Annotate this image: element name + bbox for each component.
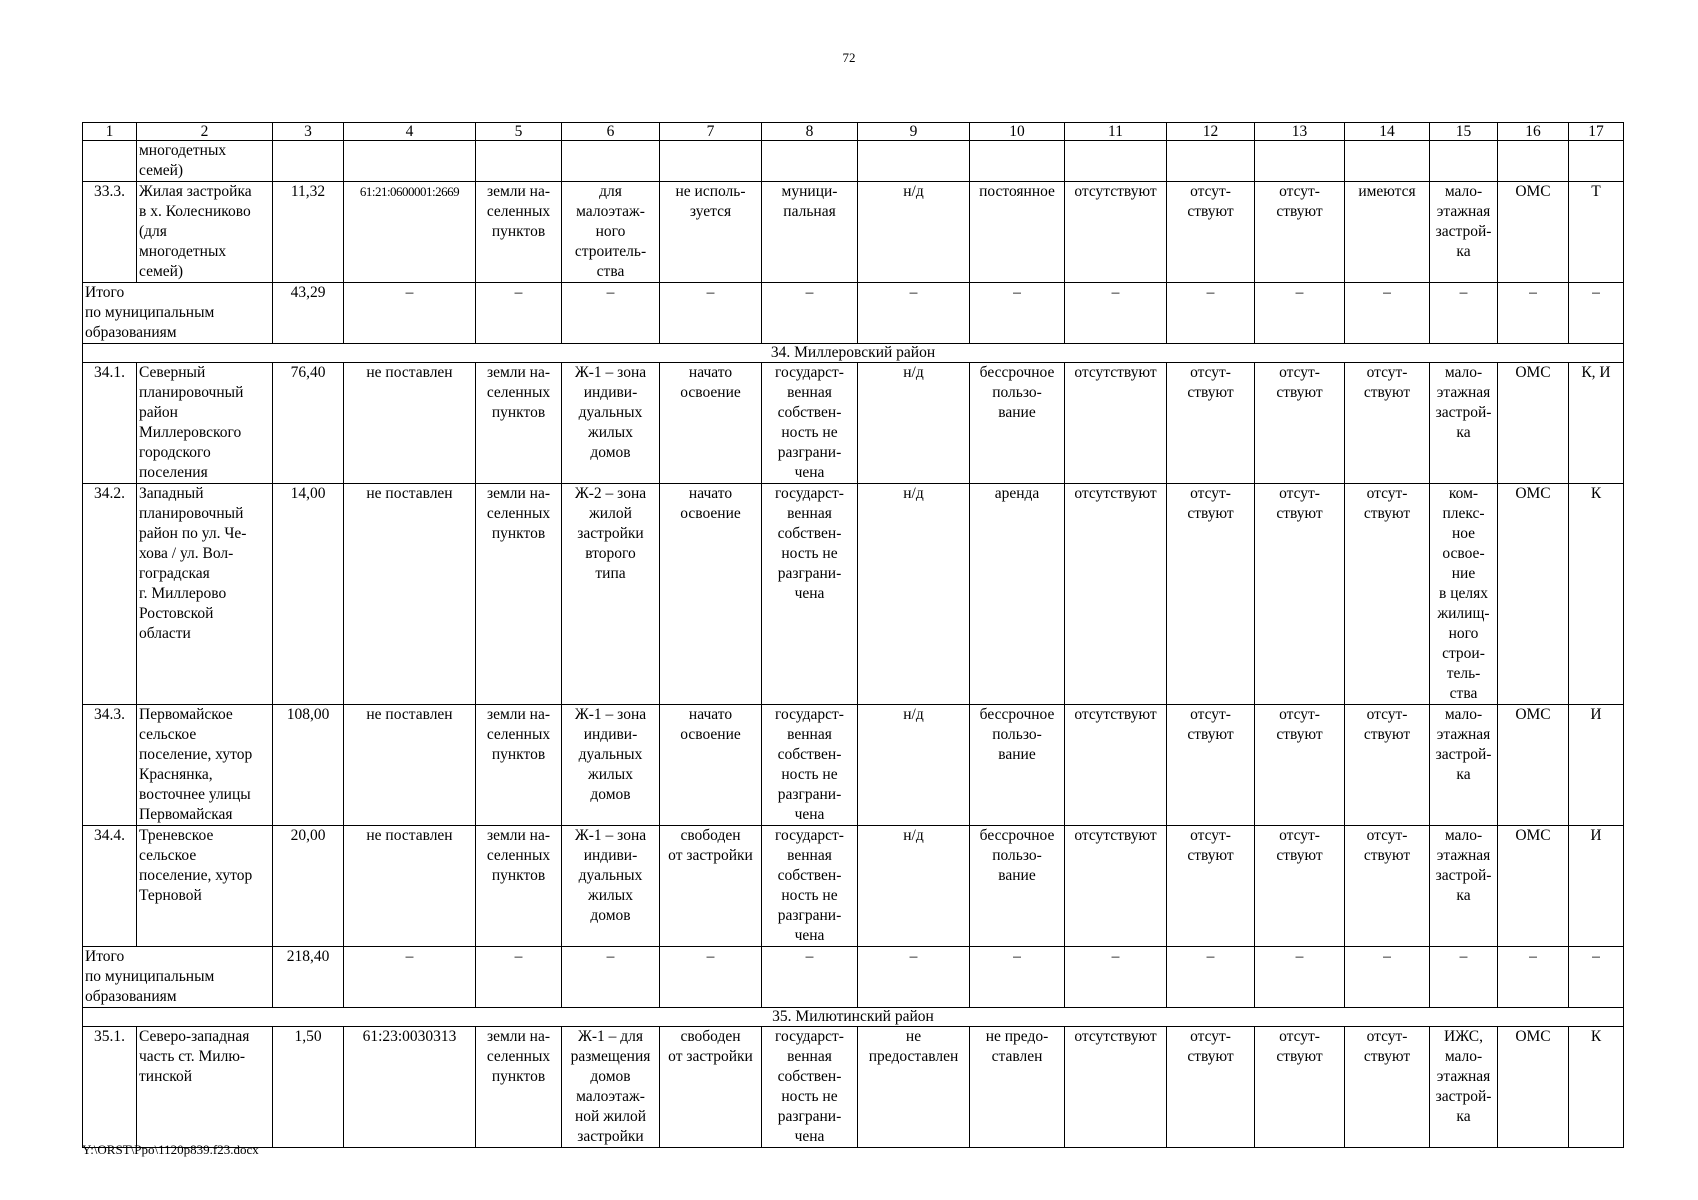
encumbrances: отсутствуют <box>1065 705 1167 826</box>
total-area: 218,40 <box>273 947 344 1008</box>
col-14: отсут- ствуют <box>1345 484 1430 705</box>
land-category: земли на- селенных пунктов <box>476 484 562 705</box>
page-number: 72 <box>842 50 856 65</box>
area: 20,00 <box>273 826 344 947</box>
authority: ОМС <box>1498 705 1569 826</box>
column-number: 9 <box>858 123 970 141</box>
plot-name: многодетных семей) <box>137 141 273 182</box>
land-plots-table <box>82 122 1624 1148</box>
area: 108,00 <box>273 705 344 826</box>
row-number: 34.3. <box>83 705 137 826</box>
column-number: 16 <box>1498 123 1569 141</box>
col-17: Т <box>1569 182 1624 283</box>
rightholder: не предоставлен <box>858 1027 970 1148</box>
usage-state: свободен от застройки <box>660 826 762 947</box>
dash: – <box>1255 283 1345 344</box>
right-type: аренда <box>970 484 1065 705</box>
dash: – <box>970 947 1065 1008</box>
dash: – <box>660 947 762 1008</box>
usage-state: свободен от застройки <box>660 1027 762 1148</box>
cadastral-number: не поставлен <box>344 363 476 484</box>
column-number: 3 <box>273 123 344 141</box>
dash: – <box>344 283 476 344</box>
col-12: отсут- ствуют <box>1167 826 1255 947</box>
plot-name: Северный планировочный район Миллеровского городского поселения <box>137 363 273 484</box>
total-label: Итого по муниципальным образованиям <box>83 283 273 344</box>
development-type: мало- этажная застрой- ка <box>1430 705 1498 826</box>
permitted-use: Ж-2 – зона жилой застройки второго типа <box>562 484 660 705</box>
column-number: 1 <box>83 123 137 141</box>
dash: – <box>1498 283 1569 344</box>
column-number: 6 <box>562 123 660 141</box>
column-number: 15 <box>1430 123 1498 141</box>
dash: – <box>1498 947 1569 1008</box>
total-area: 43,29 <box>273 283 344 344</box>
column-number: 17 <box>1569 123 1624 141</box>
column-number: 13 <box>1255 123 1345 141</box>
total-label: Итого по муниципальным образованиям <box>83 947 273 1008</box>
development-type: мало- этажная застрой- ка <box>1430 363 1498 484</box>
dash: – <box>1167 947 1255 1008</box>
usage-state: начато освоение <box>660 705 762 826</box>
column-number: 12 <box>1167 123 1255 141</box>
col-13: отсут- ствуют <box>1255 705 1345 826</box>
section-header-row <box>83 344 1624 363</box>
column-number-row <box>83 123 1624 141</box>
development-type: мало- этажная застрой- ка <box>1430 826 1498 947</box>
usage-state: начато освоение <box>660 484 762 705</box>
ownership: государст- венная собствен- ность не разграни- чена <box>762 363 858 484</box>
dash: – <box>344 947 476 1008</box>
usage-state: начато освоение <box>660 363 762 484</box>
column-number: 11 <box>1065 123 1167 141</box>
land-category: земли на- селенных пунктов <box>476 1027 562 1148</box>
permitted-use: Ж-1 – для размещения домов малоэтаж- ной жилой застройки <box>562 1027 660 1148</box>
table-row <box>83 484 1624 705</box>
col-12: отсут- ствуют <box>1167 1027 1255 1148</box>
row-number: 34.2. <box>83 484 137 705</box>
development-type: ИЖС, мало- этажная застрой- ка <box>1430 1027 1498 1148</box>
development-type: ком- плекс- ное освое- ние в целях жилищ- ного строи- тель- ства <box>1430 484 1498 705</box>
dash: – <box>858 283 970 344</box>
col-14: отсут- ствуют <box>1345 1027 1430 1148</box>
dash: – <box>1345 947 1430 1008</box>
dash: – <box>1569 947 1624 1008</box>
column-number: 5 <box>476 123 562 141</box>
land-category: земли на- селенных пунктов <box>476 826 562 947</box>
col-14: отсут- ствуют <box>1345 363 1430 484</box>
ownership: муници- пальная <box>762 182 858 283</box>
ownership: государст- венная собствен- ность не разграни- чена <box>762 1027 858 1148</box>
column-number: 14 <box>1345 123 1430 141</box>
col-14: имеются <box>1345 182 1430 283</box>
usage-state: не исполь- зуется <box>660 182 762 283</box>
area: 11,32 <box>273 182 344 283</box>
dash: – <box>476 283 562 344</box>
rightholder: н/д <box>858 484 970 705</box>
area: 1,50 <box>273 1027 344 1148</box>
authority: ОМС <box>1498 1027 1569 1148</box>
section-title: 35. Милютинский район <box>83 1008 1624 1027</box>
dash: – <box>1569 283 1624 344</box>
cadastral-number: не поставлен <box>344 484 476 705</box>
column-number: 7 <box>660 123 762 141</box>
col-17: И <box>1569 705 1624 826</box>
dash: – <box>1345 283 1430 344</box>
encumbrances: отсутствуют <box>1065 363 1167 484</box>
total-row <box>83 947 1624 1008</box>
plot-name: Северо-западная часть ст. Милю- тинской <box>137 1027 273 1148</box>
section-title: 34. Миллеровский район <box>83 344 1624 363</box>
col-17: И <box>1569 826 1624 947</box>
col-13: отсут- ствуют <box>1255 182 1345 283</box>
col-13: отсут- ствуют <box>1255 363 1345 484</box>
dash: – <box>562 947 660 1008</box>
authority: ОМС <box>1498 363 1569 484</box>
dash: – <box>858 947 970 1008</box>
dash: – <box>1430 947 1498 1008</box>
right-type: не предо- ставлен <box>970 1027 1065 1148</box>
col-12: отсут- ствуют <box>1167 705 1255 826</box>
continued-row <box>83 141 1624 182</box>
plot-name: Треневское сельское поселение, хутор Терновой <box>137 826 273 947</box>
authority: ОМС <box>1498 484 1569 705</box>
table-row <box>83 705 1624 826</box>
ownership: государст- венная собствен- ность не разграни- чена <box>762 705 858 826</box>
col-13: отсут- ствуют <box>1255 826 1345 947</box>
col-14: отсут- ствуют <box>1345 826 1430 947</box>
rightholder: н/д <box>858 182 970 283</box>
table-row <box>83 363 1624 484</box>
plot-name: Западный планировочный район по ул. Че- хова / ул. Вол- гоградская г. Миллерово Ростовской области <box>137 484 273 705</box>
rightholder: н/д <box>858 826 970 947</box>
section-header-row <box>83 1008 1624 1027</box>
authority: ОМС <box>1498 826 1569 947</box>
dash: – <box>762 283 858 344</box>
cadastral-number: 61:21:0600001:2669 <box>344 182 476 283</box>
column-number: 4 <box>344 123 476 141</box>
dash: – <box>660 283 762 344</box>
right-type: бессрочное пользо- вание <box>970 363 1065 484</box>
dash: – <box>476 947 562 1008</box>
encumbrances: отсутствуют <box>1065 1027 1167 1148</box>
dash: – <box>1430 283 1498 344</box>
col-14: отсут- ствуют <box>1345 705 1430 826</box>
column-number: 8 <box>762 123 858 141</box>
cadastral-number: 61:23:0030313 <box>344 1027 476 1148</box>
land-category: земли на- селенных пунктов <box>476 705 562 826</box>
dash: – <box>562 283 660 344</box>
col-17: К, И <box>1569 363 1624 484</box>
rightholder: н/д <box>858 705 970 826</box>
col-13: отсут- ствуют <box>1255 1027 1345 1148</box>
dash: – <box>1167 283 1255 344</box>
cadastral-number: не поставлен <box>344 705 476 826</box>
encumbrances: отсутствуют <box>1065 826 1167 947</box>
plot-name: Первомайское сельское поселение, хутор Краснянка, восточнее улицы Первомайская <box>137 705 273 826</box>
row-number: 34.4. <box>83 826 137 947</box>
permitted-use: Ж-1 – зона индиви- дуальных жилых домов <box>562 363 660 484</box>
dash: – <box>1065 283 1167 344</box>
col-12: отсут- ствуют <box>1167 182 1255 283</box>
dash: – <box>1255 947 1345 1008</box>
encumbrances: отсутствуют <box>1065 182 1167 283</box>
total-row <box>83 283 1624 344</box>
right-type: бессрочное пользо- вание <box>970 705 1065 826</box>
row-number: 33.3. <box>83 182 137 283</box>
permitted-use: Ж-1 – зона индиви- дуальных жилых домов <box>562 705 660 826</box>
table-row <box>83 826 1624 947</box>
column-number: 2 <box>137 123 273 141</box>
rightholder: н/д <box>858 363 970 484</box>
col-12: отсут- ствуют <box>1167 484 1255 705</box>
right-type: постоянное <box>970 182 1065 283</box>
land-category: земли на- селенных пунктов <box>476 363 562 484</box>
file-path-footer: Y:\ORST\Ppo\1120p839.f23.docx <box>82 1142 259 1157</box>
land-category: земли на- селенных пунктов <box>476 182 562 283</box>
dash: – <box>970 283 1065 344</box>
area: 76,40 <box>273 363 344 484</box>
table-row <box>83 1027 1624 1148</box>
col-17: К <box>1569 484 1624 705</box>
area: 14,00 <box>273 484 344 705</box>
col-12: отсут- ствуют <box>1167 363 1255 484</box>
development-type: мало- этажная застрой- ка <box>1430 182 1498 283</box>
dash: – <box>1065 947 1167 1008</box>
row-number: 35.1. <box>83 1027 137 1148</box>
ownership: государст- венная собствен- ность не разграни- чена <box>762 484 858 705</box>
encumbrances: отсутствуют <box>1065 484 1167 705</box>
column-number: 10 <box>970 123 1065 141</box>
ownership: государст- венная собствен- ность не разграни- чена <box>762 826 858 947</box>
authority: ОМС <box>1498 182 1569 283</box>
row-number: 34.1. <box>83 363 137 484</box>
permitted-use: Ж-1 – зона индиви- дуальных жилых домов <box>562 826 660 947</box>
table-row <box>83 182 1624 283</box>
dash: – <box>762 947 858 1008</box>
cadastral-number: не поставлен <box>344 826 476 947</box>
col-17: К <box>1569 1027 1624 1148</box>
right-type: бессрочное пользо- вание <box>970 826 1065 947</box>
plot-name: Жилая застройка в х. Колесниково (для многодетных семей) <box>137 182 273 283</box>
permitted-use: для малоэтаж- ного строитель- ства <box>562 182 660 283</box>
col-13: отсут- ствуют <box>1255 484 1345 705</box>
